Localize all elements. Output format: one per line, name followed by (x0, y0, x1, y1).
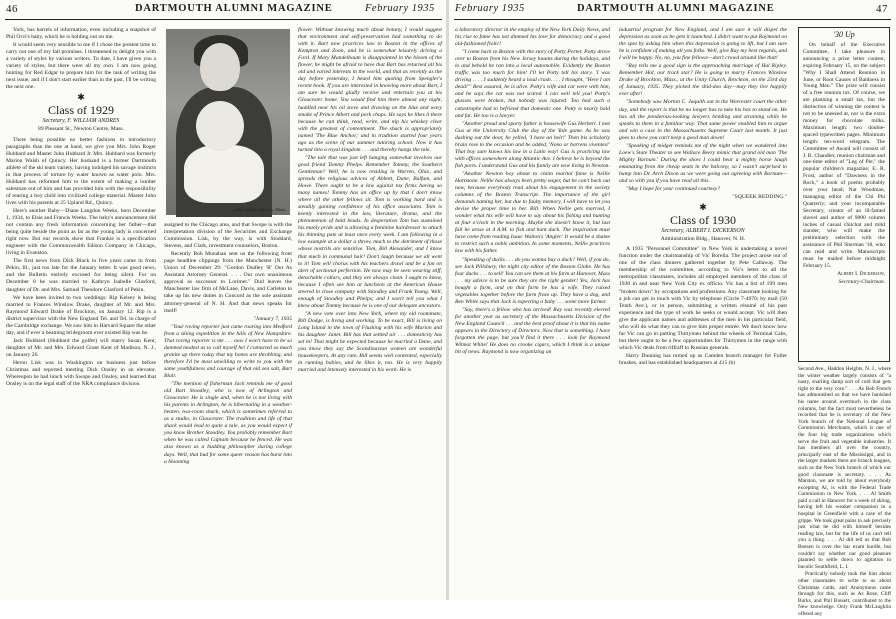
page-number: 47 (876, 3, 888, 15)
left-running-head (0, 3, 447, 17)
left-page (0, 0, 447, 600)
letter-paragraph: "Ray tells me a good sign is the approaching marriage of Hal Ripley. Remember Hal, our track star? He is going to marry Frances Winslow Drake of Brockton, Mass., at the Unity Church, Brockton, on the 23rd day of January, 1935. They picked the shid-doo day—may they live happily ever after! (619, 63, 787, 98)
class-heading: Class of 1930 (670, 213, 736, 228)
photo-credit: —Rice Studio, Quincy, Mass. (232, 207, 286, 212)
paragraph: Recently Bob Monahan sent us the following front page headline clippings from the Manchester (N. H.) Union of December 29: "Gordon Dudley 'R' Out As Assistant Attorney General. . . . Our own unanimous approval as successor to Lorimer." Dud leaves the Manchester law firm of McLane, Davis, and Carleton to take up his new duties in Concord as the sole assistant attorney-general of N. H. And that news speaks for itself! (164, 251, 292, 314)
class-address: Administration Bldg., Hanover, N. H. (660, 236, 746, 243)
letter-paragraph: "Another Newton boy about to claim marital fame is Nellie Hartstone. Nellie has always been pretty eager, but he can't back out now, because everybody read about his engagement in the society columns of the Boston Transcript. The importance of the girl demands naming her, but due to faulty memory, I will have to let you devise the proper time to her. Bill. When Nellie gets married, I wonder what his wife will have to say about his fishing and hunting at four o'clock in the morning. Maybe she doesn't know it, but last fall he arose at 4 A.M. to fish and hunt duck. The inspiration must have come from reading Isaac Walton's 'Angler.' It would be a shame to restrict such a noble ambition. In some moments, Nellie practices law with his father. (455, 170, 610, 255)
issue-date: February 1935 (365, 3, 435, 14)
letter-paragraph: a laboratory director in the employ of the New York Daily News, and his rise to fame has not dimmed his love for democracy and a good old-fashioned frolic! (455, 27, 610, 48)
paragraph: Harry Dunning has turned up as Camden branch manager for Fuller brushes, and has established headquarters at 415 (b) (619, 352, 787, 366)
left-column-2 (164, 222, 292, 467)
paragraph: There being possible no better fashions in introductory paragraphs than the one at hand, we give you Mrs. John Roger Hubbard and Master John Hubbard Jr. Mrs. Hubbard was formerly Marion Walsh of Quincy. Her husband is a former Dartmouth athlete of the ski team variety, having indulged his savage instincts in that process of torture by water known as water polo. Mrs. Hubbard has reformed him to the extent of making a lumber salesman out of him and has provided him with the responsibility of rearing a boy child into civilized college material. Master John lives with his parents at 25 Upland Rd., Quincy. (6, 136, 156, 206)
paragraph: Second Ave., Haddon Heights, N. J., where the winter weather largely consists of "a nasty, snarling damp sort of cold that gets right to the very core." . . . As Bob French has admonished us that we have banished his name around overmuch in the class columns, but the fact must nevertheless be recorded that he is secretary of the New York branch of the National League of Commission Merchants, which is one of the four big trade organizations which serve the fruit and vegetable industries. It has members all over the country, principally east of the Mississippi, and in the larger markets there are branch leagues, such as the New York branch of which our good classmate is secretary. . . . As Marston, we are told by about everybody excepting Al, is with the Federal Trade Commission in New York. . . . Al Smith paid a call in Hanover for a week of skiing, having left his weaker companion in a hospital in Greenfield with a case of the grippe. We took great pains to ask precisely just what he did with himself besides reading law, but for the life of us can't tell you a thing. . . . Al did tell us that Bob Boesen is over the bar exam hurdle, but couldn't say whether our good pleasure planned to settle down to agitation in bucolic Southfield, L. I. (798, 366, 891, 570)
right-running-head (449, 3, 896, 17)
paragraph: York, has barrels of information, even including a snapshot of Phil Orvi's baby, which he is holding out on me. (6, 27, 156, 41)
magazine-title: DARTMOUTH ALUMNI MAGAZINE (135, 3, 333, 14)
paragraph: It would seem very sensible to me if I chose the present time to carry out one of my fall promises. I threatened to delight you with a variety of styles by various writers. To date, I have given you a variety of styles, but there were all my own. I am now going hunting for Red Edgar to prepare him for the task of writing the next issue, and if I don't start earlier than in the past, I'll be writing the next one. (6, 42, 156, 91)
box-signature-title: Secretary-Chairman. (838, 278, 885, 285)
letter-paragraph: "Speaking of midget reminds me of the night when we wandered into Loew's State Theater to see Wallace Beery mimic that grand old man 'The Mighty Barnum.' During the show I could hear a mighty horse laugh emanating from the cheap seats in the balcony, so I wasn't surprised to bump into Dr. Arch Dixon as we were going out agreeing with Barnum—and so with you if you have read all this. (619, 142, 787, 184)
reunion-contest-box (798, 27, 890, 362)
letter-paragraph: "The mention of fisherman Jack reminds me of good old Bart Stoodley, who is now of Arlington and Gloucester. He is single and, when he is not living with his parents in Arlington, he is hibernating in a weather-beaten, two-room shack, which is sometimes referred to as a studio, in Gloucester. The tradition and life of that shack would lead to quite a tale, as you would expect if you know Brother Stoodley. You probably remember Bart when he was called Captain because he fenced. He was also known as a budding philosopher during college days. Well, that bud for some queer reason has burst into a blooming (164, 381, 292, 465)
letter-paragraph: "I come back to Boston with the story of Potty Porter. Potty drove over to Boston from his New Jersey haunts during the holidays, and lo and behold he ran into a local automobile. Evidently the Boston traffic was too much for him! I'll let Potty tell his story. 'I was driving . . . . I suddenly heard a loud crash. . . . I thought, "Here I am dead!"' Rest assured, he is alive. Potty's wife and car were with him, and he says the car was not scared. I can well tell you! Potty's glasses were broken, but nobody was injured. Too bad such a catastrophe had to befriend that domestic one. Potty is nearly bald and fat. He too is a lawyer. (455, 49, 610, 119)
right-column-1 (455, 27, 610, 357)
page-number: 46 (6, 3, 18, 15)
section-ornament: ✱ (77, 92, 85, 103)
letter-paragraph: "Another proud and sporty father is housewife Gus Herbert. I met Gus at the University Club the day of the Yale game. As he was dashing out the door, he yelled, 'I have an heir!' Then his scholarly brain rose to the occasion and he added, 'Nono or barrens viventes!' That boy sure knows his law in a Latin way! Gus is practicing law with offices somewhere along Atlantic Ave. I believe he is beyond the fish ports. I understand Gus and his family are now living in Newton. (455, 120, 610, 169)
right-column-2 (619, 27, 787, 368)
letter-paragraph: "Say, there's a fellow who has arrived! Ray was recently elected for another year as secretary of the Massachusetts Division of the New England Council . . . and the best proof about it is that his name appears in the Directory of Directors. Now that is something. I have forgotten the page, but you'll find it there . . . look for Raymond Wilmot White! He does no crooke cigars, which I think is a unique bit of news. Raymond is now organizing an (455, 306, 610, 356)
left-column-1 (6, 27, 156, 389)
header-rule (454, 19, 891, 20)
letter-paragraph: "Your roving reporter just came roaring into Medford from a skiing expedition in the hills of New Hampshire. That roving reporter is me . . . now I won't have to be so damned modest as to call myself he! I contacted so much granite up there today that my bones are throbbing, and therefore I'd be most unwilling to write to you with the same youthfulness and courage of that old sea salt, Bart Blair. (164, 323, 292, 379)
box-title: '30 Up (833, 30, 855, 39)
letter-paragraph: industrial program for New England, and I am sure it will dispel the depression as soon as he gets it launched. I didn't want to put Raymond on the spot by asking him when this depression is going to lift, but I am sure he is confident of making all you folks. Well, give Ray my best regards, and I will be happy. No, no, you fine fellows—don't crowd around like that! (619, 27, 787, 62)
letter-paragraph: "Speaking of ducks . . . do you wanna buy a duck? Well, if you do, see Jack Pillsbury, the night city editor of the Boston Globe. He has four ducks . . . to sell! You can see them at his farm at Hanover, Mass . . . my advice is to be sure they are the right gender! Yes, Jack has bought a farm, and on that farm he has a wife. They raised vegetables together before the farm froze up. They have a dog, and Ben White says that Jack is expecting a baby . . . some more farmer. (455, 256, 610, 305)
paragraph: Here's another Baby—Diane Langdon Weeks, born December 1, 1934, to Elsie and Francis Weeks. The baby's announcement did not contain any fresh information concerning her father—that being quite beside the point as far as the young lady is concerned right now. But our records show that Frankie is a specification engineer with the Commonwealth Edison Company in Chicago, living in Evanston. (6, 207, 156, 257)
class-secretary: Secretary, F. WILLIAM ANDRES (42, 118, 120, 125)
class-secretary: Secretary, ALBERT I. DICKERSON (661, 228, 745, 235)
class-address: 89 Pleasant St., Newton Centre, Mass. (38, 126, 124, 133)
box-paragraph: On behalf of the Executive Committee, I take pleasure in announcing a prize letter contest, expiring February 15, on the subject "Why I Shall Attend Reunion in June, or Root Causes of Baldness in Young Men." The prize will consist of a free reunion tax. Of course, we are planning a small tax, but the distinction of winning the contest is not to be sneezed at, nor is the extra money for chocolate milks. Maximum length: two double-spaced typewritten pages. Minimum length: ten-word telegram. The Committee of Award will consist of J. B. Chandler, reunion chairman and one-time editor of "Leg of Pie," the popular children's magazine; E. R. Frost, author of "Dawness in the Rock," a book of poems probably over your head; Nat Woodman, managing editor of the Chi Phi Quarterly; and your incomparable Secretary, creator of an ill-famed shovel and author of 9000 column inches of casual chitchat and mild slander, who will make the preliminary selection with the assistance of Phil Sherman '18, who can read and write. Manuscripts must be mailed before midnight February 15. (803, 42, 885, 269)
letter-paragraph: flower. Without knowing much about botany, I would suggest that environment and self-preservation had something to do with it. Bart now practices law in Boston in the offices of Kempton and Zoon, and he is somewhat leisurely driving a Ford. If Mary Mandelbaum is disappointed in the bloom of the flower, he might be afraid to have that Bart has returned all his old and varied interests in the world, and that as recently as the day before yesterday, I heard him quoting from Spengler's recent book. If you are interested in knowing more about Bart, I am sure he would gladly receive and entertain you at his Gloucester home. You would find him there almost any night, huddled near his oil stove and drawing on the blue and wavy smoke of Prince Albert and pork chops. He says he likes it there because he can think, read, write, and nip his whiskey clear with the greatest of contentment. The shack is appropriately named 'The Blue Anchor,' and in tradition started four years ago as the scene of our summer tutoring school. Now it has turned into a royal kingdom . . . and thereby hangs the tale. (298, 27, 442, 153)
right-page (449, 0, 896, 617)
mother-and-baby-photo (166, 29, 290, 215)
box-signature: Albert I. Dickerson, (837, 270, 885, 277)
section-ornament: ✱ (699, 202, 707, 213)
issue-date: February 1935 (455, 3, 525, 14)
paragraph: A 1935 "Personnel Committee" in New York is undertaking a novel function under the chairmanship of Vic Borella. The project arose out of one of the class dinners gathered together by Pete Callaway. The membership of the committee, according to Vic's letter to all the metropolitan classmates, includes all employed members of the class of 1930 in and near New York City ex officio. Vic has a list of 199 men "broken down" by occupations and professions. Any classmate looking for a job can get in touch with Vic by telephone (Circle 7-4070; by mail (50 Tenth Ave.), or in person, submitting a written résumé of his past experience and the type of work he seeks or would accept. Vic will then give the applicant names and addresses of the men in his particular field, who will do what they can to give him proper entrée. We don't know how far Vic can go in putting Thirtymen behind the wheels of Terminal Cabs, but there ought to be a few opportunities for Thirtymen in the range with which Vic deals from riffraff to Russian generals. (619, 246, 787, 351)
right-column-3 (798, 366, 891, 619)
letter-signature: "SQUEEK REDDING." (732, 194, 787, 201)
paragraph: We have been invited to two weddings: Rip Kelsey is being married to Frances Winslow Drake, daughter of Mr. and Mrs. Raymond Edward Drake of Brockton, on January 12. Rip is a district supervisor with the New England Tel. and Tel. in charge of the Cambridge exchange. We saw him in Harvard Square the other day, and if ever a beaming bridegroom ever existed Rip was he. (6, 294, 156, 336)
paragraph: assigned to the Chicago area, and that Swope is with the interpretation division of the Securities and Exchange Commission. Lisk, by the way, is with Stoddard, Stevens, and Clark, investment counselors, Boston. (164, 222, 292, 250)
magazine-title: DARTMOUTH ALUMNI MAGAZINE (577, 3, 775, 14)
left-column-3 (298, 27, 442, 375)
paragraph: Jack Hubbard (Hubbard the golfer) will marry Susan Kent, daughter of Mr. and Mrs. Edward Grant Kent of Madison, N. J., on January 26. (6, 337, 156, 358)
letter-date: "January 7, 1935 (253, 315, 292, 322)
paragraph: Practically nobody took the hint about other classmates to write to us about Christmas cards, and Anonymous came through for this, such as As Rose, Cliff Burks, and Phil Bassett, contributed to the New knowledge. Only Frank McLaughlin offered any (798, 571, 891, 617)
header-rule (5, 19, 442, 20)
paragraph: Heron Lisk was in Washington on business just before Christmas and reported meeting Dick Onsley in an elevator. Whereupon he had lunch with Swope and Onsley, and learned that Onsley is on the legal staff of the NRA compliance division (6, 359, 156, 388)
paragraph: The first news from Dick Black in five years came in from Pekin, Ill., just too late for the January letter. It was good news, and the Bulletin entirely excused for being silent. For on December 8 he was married to Kathryn Isabelle Glasford, daughter of Dr. and Mrs. Samuel Theodore Glasford of Pekin. (6, 258, 156, 293)
letter-paragraph: "Somebody saw Morton C. Jaquith out in the Worcester court the other day, and the report is that he no longer has to take his box to stand on. He has all the ponderous-looking lawyers bending and straining while he speaks to them in a familiar way. That same power enabled him to argue and win a case in the Massachusetts Supreme Court last month. It just goes to show you can't keep a good man down! (619, 99, 787, 141)
letter-paragraph: "A new vote over into New York, where my old roommate, Bill Dodge, is living and working. To be exact, Bill is living on Long Island in the town of Flushing with his wife Marion and his daughter Janet. Bill has that settled air . . . domesticity has set in! That might be expected because he married a Dane, and you know they say the Scandinavian women are wonderful housekeepers. At any rate, Bill seems well contented, especially in running babies, and he likes it, too. He is very happily married and intensely interested in his work. He is (298, 310, 442, 374)
class-heading: Class of 1929 (48, 103, 114, 118)
letter-paragraph: "May I hope for your continued courtesy? (626, 186, 721, 193)
letter-paragraph: "The tale that was just left hanging somewhat involves our good friend Tommy Phelps. Remember Tommy, the Southern Gentleman? Well, he is now residing in Warren, Ohio, and spreads the religious advices of Abbott, Dane, Bulfum, and Howe. There ought to be a law against tax firms having so many names! Tommy has an office up by that I don't know where all the other fellows sit. Tom is working hard and is steadily gaining confidence of his office associates. Tom is keenly interested in the law, literature, drama, and the phenomenon of bald heads. In desperation Tom has sustained his manly pride and is allowing a feminine hairdresser to attack his thinning pate at least once every week. I am following in a low example at a dollar a throw, much to the detriment of those whose nostrils are sensitive. Tom, Bill Alexander, and I know that much in communal hair! Don't laugh because we all went to it! Tom will chorus with his teachers drawl and be a fan on alert of sectional perfection. He now may be seen wearing stiff, detachable collars, and they are always clean. I ought to know, because I often see him at luncheon at the American House steered in close company with Stoodley and Frank Young. Well, enough of Stoodley and Phelps; and I won't tell you what I know about Tommy because he is one of our delegate ancestors. (298, 154, 442, 309)
